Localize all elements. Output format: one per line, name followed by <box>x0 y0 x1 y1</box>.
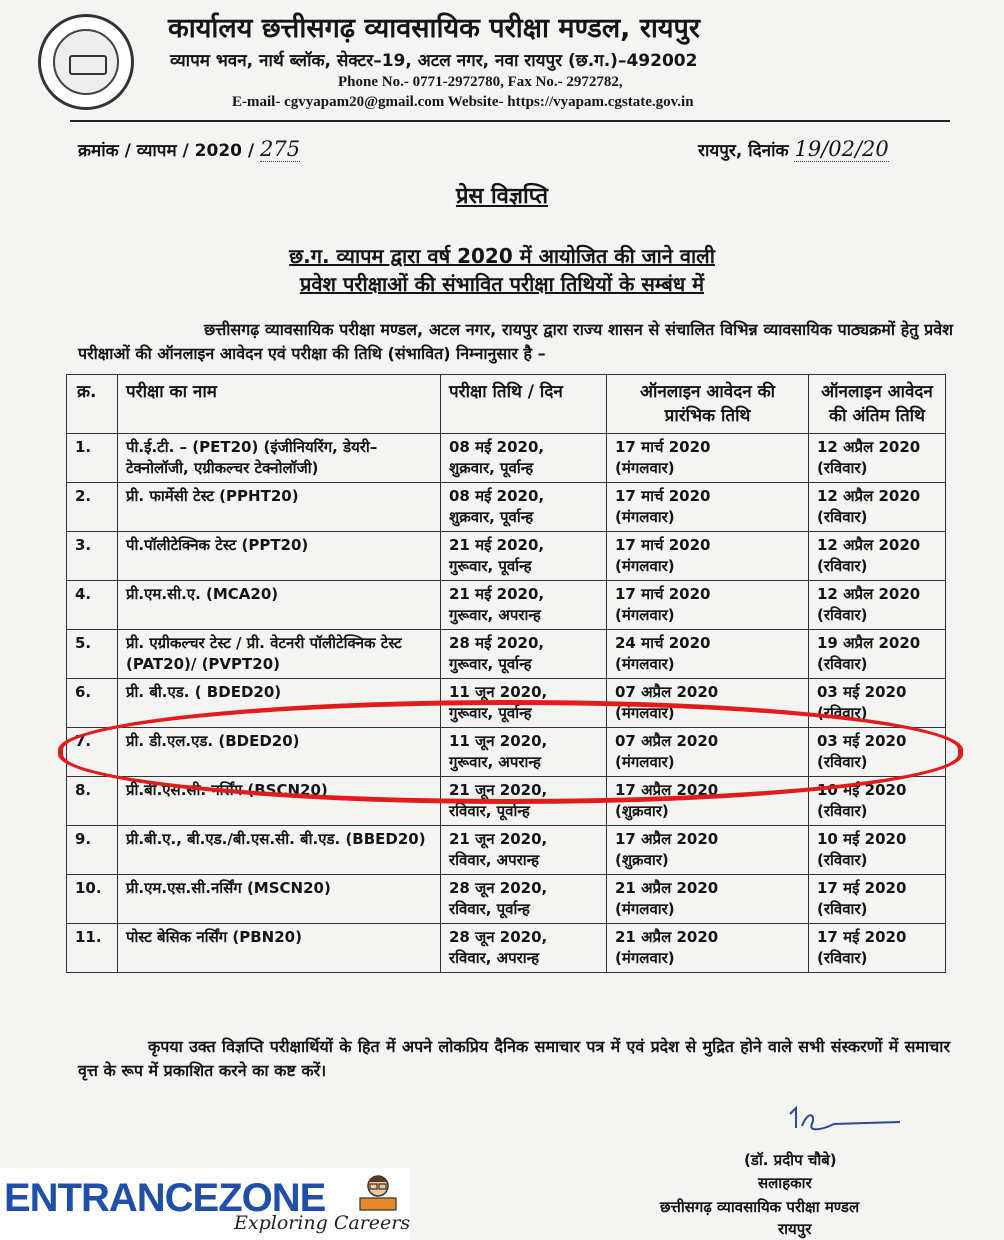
row-exam-date-line: 21 जून 2020, <box>449 781 548 799</box>
reference-number <box>78 137 300 161</box>
org-phone-fax: Phone No.- 0771-2972780, Fax No.- 2972782, <box>338 74 623 90</box>
row-end-date <box>809 532 946 581</box>
row-start-date-line: 21 अप्रैल 2020 <box>615 928 719 946</box>
row-start-date <box>607 728 809 777</box>
row-serial: 11. <box>67 924 118 973</box>
table-row <box>67 826 946 875</box>
row-exam-date-line: शुक्रवार, पूर्वान्ह <box>449 508 534 526</box>
row-serial: 4. <box>67 581 118 630</box>
subject-line-2: प्रवेश परीक्षाओं की संभावित परीक्षा तिथियों के सम्बंध में <box>299 272 705 296</box>
row-start-date-line: 17 अप्रैल 2020 <box>615 781 719 799</box>
table-row <box>67 581 946 630</box>
row-exam-name: प्री. डी.एल.एड. (BDED20) <box>118 728 441 777</box>
header-serial: क्र. <box>67 375 118 434</box>
signatory-org: छत्तीसगढ़ व्यावसायिक परीक्षा मण्डल <box>660 1198 860 1216</box>
row-end-date-line: 10 मई 2020 <box>817 830 907 848</box>
table-header-row <box>67 375 946 434</box>
table-row <box>67 679 946 728</box>
row-end-date-line: (रविवार) <box>817 753 868 771</box>
signatory-name: (डॉ. प्रदीप चौबे) <box>744 1151 837 1169</box>
row-exam-date-line: 28 मई 2020, <box>449 634 545 652</box>
row-start-date-line: 17 मार्च 2020 <box>615 585 711 603</box>
row-end-date-line: 03 मई 2020 <box>817 683 907 701</box>
row-exam-date-line: 28 जून 2020, <box>449 928 548 946</box>
row-end-date-line: 03 मई 2020 <box>817 732 907 750</box>
row-end-date-line: (रविवार) <box>817 704 868 722</box>
table-row <box>67 532 946 581</box>
row-end-date-line: (रविवार) <box>817 900 868 918</box>
row-exam-name: प्री. एग्रीकल्चर टेस्ट / प्री. वेटनरी पॉलीटेक्निक टेस्ट (PAT20)/ (PVPT20) <box>118 630 441 679</box>
row-exam-date-line: गुरूवार, पूर्वान्ह <box>449 704 532 722</box>
row-end-date-line: 12 अप्रैल 2020 <box>817 487 921 505</box>
row-serial: 9. <box>67 826 118 875</box>
row-end-date-line: 10 मई 2020 <box>817 781 907 799</box>
row-exam-date-line: रविवार, पूर्वान्ह <box>449 900 530 918</box>
row-exam-date-line: शुक्रवार, पूर्वान्ह <box>449 459 534 477</box>
row-start-date <box>607 483 809 532</box>
row-start-date <box>607 581 809 630</box>
letterhead-divider <box>70 120 950 122</box>
row-start-date-line: 24 मार्च 2020 <box>615 634 711 652</box>
row-serial: 1. <box>67 434 118 483</box>
row-serial: 3. <box>67 532 118 581</box>
row-start-date <box>607 777 809 826</box>
row-end-date-line: (रविवार) <box>817 459 868 477</box>
row-exam-date-line: रविवार, अपरान्ह <box>449 851 540 869</box>
row-start-date-line: (मंगलवार) <box>615 459 675 477</box>
table-row <box>67 434 946 483</box>
watermark-brand: ENTRANCEZONE <box>4 1176 326 1220</box>
row-start-date-line: (शुक्रवार) <box>615 851 669 869</box>
row-exam-date-line: रविवार, पूर्वान्ह <box>449 802 530 820</box>
row-exam-date-line: गुरूवार, अपरान्ह <box>449 753 541 771</box>
org-email-website: E-mail- cgvyapam20@gmail.com Website- https://vyapam.cgstate.gov.in <box>232 94 694 110</box>
header-start-date: ऑनलाइन आवेदन की प्रारंभिक तिथि <box>607 375 809 434</box>
row-exam-name: पोस्ट बेसिक नर्सिंग (PBN20) <box>118 924 441 973</box>
row-exam-name: पी.ई.टी. – (PET20) (इंजीनियरिंग, डेयरी– टेक्नोलॉजी, एग्रीकल्चर टेक्नोलॉजी) <box>118 434 441 483</box>
row-start-date-line: (मंगलवार) <box>615 655 675 673</box>
row-start-date-line: (मंगलवार) <box>615 753 675 771</box>
row-exam-date <box>441 532 607 581</box>
row-serial: 8. <box>67 777 118 826</box>
row-exam-date <box>441 679 607 728</box>
row-exam-name: प्री. बी.एड. ( BDED20) <box>118 679 441 728</box>
row-end-date-line: 19 अप्रैल 2020 <box>817 634 921 652</box>
table-row <box>67 777 946 826</box>
row-exam-date <box>441 581 607 630</box>
header-end-date: ऑनलाइन आवेदन की अंतिम तिथि <box>809 375 946 434</box>
table-row <box>67 630 946 679</box>
header-exam-date: परीक्षा तिथि / दिन <box>441 375 607 434</box>
subject-heading <box>0 242 1004 298</box>
org-name: कार्यालय छत्तीसगढ़ व्यावसायिक परीक्षा मण्डल, रायपुर <box>168 13 700 44</box>
row-exam-date <box>441 434 607 483</box>
row-exam-date <box>441 777 607 826</box>
table-row <box>67 483 946 532</box>
press-title-text: प्रेस विज्ञप्ति <box>455 184 549 209</box>
row-start-date-line: 07 अप्रैल 2020 <box>615 683 719 701</box>
row-exam-date <box>441 826 607 875</box>
row-end-date-line: 17 मई 2020 <box>817 879 907 897</box>
row-start-date-line: 21 अप्रैल 2020 <box>615 879 719 897</box>
row-exam-date-line: 21 जून 2020, <box>449 830 548 848</box>
row-end-date-line: (रविवार) <box>817 655 868 673</box>
row-exam-date-line: गुरूवार, पूर्वान्ह <box>449 655 532 673</box>
row-serial: 5. <box>67 630 118 679</box>
signatory-city: रायपुर <box>778 1220 812 1238</box>
row-serial: 2. <box>67 483 118 532</box>
row-exam-date-line: 21 मई 2020, <box>449 536 545 554</box>
row-exam-name: पी.पॉलीटेक्निक टेस्ट (PPT20) <box>118 532 441 581</box>
row-end-date-line: (रविवार) <box>817 508 868 526</box>
row-serial: 7. <box>67 728 118 777</box>
reference-handwritten-number: 275 <box>260 137 301 161</box>
subject-line-1: छ.ग. व्यापम द्वारा वर्ष 2020 में आयोजित की जाने वाली <box>289 244 715 268</box>
row-end-date <box>809 630 946 679</box>
header-exam-name: परीक्षा का नाम <box>118 375 441 434</box>
row-start-date <box>607 679 809 728</box>
row-end-date <box>809 434 946 483</box>
date-label: रायपुर, दिनांक <box>698 141 795 161</box>
row-exam-date <box>441 875 607 924</box>
row-end-date <box>809 679 946 728</box>
row-start-date-line: 17 मार्च 2020 <box>615 536 711 554</box>
table-row <box>67 924 946 973</box>
row-exam-date <box>441 630 607 679</box>
row-end-date-line: (रविवार) <box>817 606 868 624</box>
row-exam-date <box>441 728 607 777</box>
intro-paragraph: छत्तीसगढ़ व्यावसायिक परीक्षा मण्डल, अटल नगर, रायपुर द्वारा राज्य शासन से संचालित विभिन्न व्यावसायिक पाठ्यक्रमों हेतु प्रवेश परीक्षाओं की ऑनलाइन आवेदन एवं परीक्षा की तिथि (संभावित) निम्नानुसार है – <box>78 320 953 363</box>
watermark-tagline: Exploring Careers <box>234 1212 411 1234</box>
row-end-date-line: (रविवार) <box>817 949 868 967</box>
mascot-icon <box>354 1172 402 1214</box>
entrancezone-watermark <box>0 1168 410 1240</box>
table-row <box>67 728 946 777</box>
press-release-title <box>0 180 1004 210</box>
row-start-date-line: (मंगलवार) <box>615 900 675 918</box>
row-end-date-line: (रविवार) <box>817 802 868 820</box>
date-handwritten: 19/02/20 <box>794 137 889 161</box>
row-exam-date <box>441 483 607 532</box>
row-serial: 6. <box>67 679 118 728</box>
row-start-date-line: (मंगलवार) <box>615 704 675 722</box>
row-start-date <box>607 875 809 924</box>
row-exam-date-line: रविवार, अपरान्ह <box>449 949 540 967</box>
row-start-date-line: (मंगलवार) <box>615 557 675 575</box>
footer-note: कृपया उक्त विज्ञप्ति परीक्षार्थियों के हित में अपने लोकप्रिय दैनिक समाचार पत्र में एवं प्रदेश से मुद्रित होने वाले सभी संस्करणों में समाचार वृत्त के रूप में प्रकाशित करने का कष्ट करें। <box>78 1037 950 1080</box>
row-exam-date-line: 21 मई 2020, <box>449 585 545 603</box>
reference-label: क्रमांक / व्यापम / 2020 / <box>78 141 261 161</box>
row-end-date <box>809 728 946 777</box>
row-end-date-line: 12 अप्रैल 2020 <box>817 438 921 456</box>
row-start-date-line: (मंगलवार) <box>615 949 675 967</box>
org-address: व्यापम भवन, नार्थ ब्लॉक, सेक्टर–19, अटल नगर, नवा रायपुर (छ.ग.)–492002 <box>170 51 698 71</box>
row-exam-date-line: गुरूवार, अपरान्ह <box>449 606 541 624</box>
row-end-date <box>809 777 946 826</box>
row-end-date <box>809 924 946 973</box>
row-start-date <box>607 532 809 581</box>
issue-date <box>698 137 889 161</box>
row-exam-date-line: 08 मई 2020, <box>449 487 545 505</box>
row-exam-date-line: 11 जून 2020, <box>449 732 548 750</box>
row-exam-date-line: 11 जून 2020, <box>449 683 548 701</box>
row-start-date <box>607 434 809 483</box>
row-exam-name: प्री.एम.सी.ए. (MCA20) <box>118 581 441 630</box>
row-exam-date <box>441 924 607 973</box>
row-exam-name: प्री.बी.ए., बी.एड./बी.एस.सी. बी.एड. (BBED20) <box>118 826 441 875</box>
row-end-date <box>809 581 946 630</box>
table-row <box>67 875 946 924</box>
row-start-date-line: 07 अप्रैल 2020 <box>615 732 719 750</box>
row-exam-date-line: गुरूवार, पूर्वान्ह <box>449 557 532 575</box>
row-exam-name: प्री.बी.एस.सी. नर्सिंग (BSCN20) <box>118 777 441 826</box>
row-start-date-line: (मंगलवार) <box>615 508 675 526</box>
row-end-date-line: 12 अप्रैल 2020 <box>817 585 921 603</box>
row-start-date-line: (मंगलवार) <box>615 606 675 624</box>
row-start-date-line: (शुक्रवार) <box>615 802 669 820</box>
signatory-title: सलाहकार <box>758 1174 812 1192</box>
row-start-date-line: 17 मार्च 2020 <box>615 487 711 505</box>
row-exam-name: प्री. फार्मेसी टेस्ट (PPHT20) <box>118 483 441 532</box>
signature-scribble <box>782 1100 902 1140</box>
row-serial: 10. <box>67 875 118 924</box>
row-end-date-line: 17 मई 2020 <box>817 928 907 946</box>
row-end-date <box>809 483 946 532</box>
row-end-date <box>809 875 946 924</box>
vyapam-seal-logo <box>38 14 134 110</box>
row-end-date-line: (रविवार) <box>817 557 868 575</box>
row-start-date-line: 17 अप्रैल 2020 <box>615 830 719 848</box>
table-body <box>67 434 946 973</box>
row-start-date <box>607 630 809 679</box>
row-exam-date-line: 28 जून 2020, <box>449 879 548 897</box>
row-exam-date-line: 08 मई 2020, <box>449 438 545 456</box>
row-start-date-line: 17 मार्च 2020 <box>615 438 711 456</box>
row-end-date <box>809 826 946 875</box>
row-end-date-line: 12 अप्रैल 2020 <box>817 536 921 554</box>
row-start-date <box>607 924 809 973</box>
row-start-date <box>607 826 809 875</box>
row-end-date-line: (रविवार) <box>817 851 868 869</box>
exam-schedule-table <box>66 374 945 973</box>
row-exam-name: प्री.एम.एस.सी.नर्सिंग (MSCN20) <box>118 875 441 924</box>
